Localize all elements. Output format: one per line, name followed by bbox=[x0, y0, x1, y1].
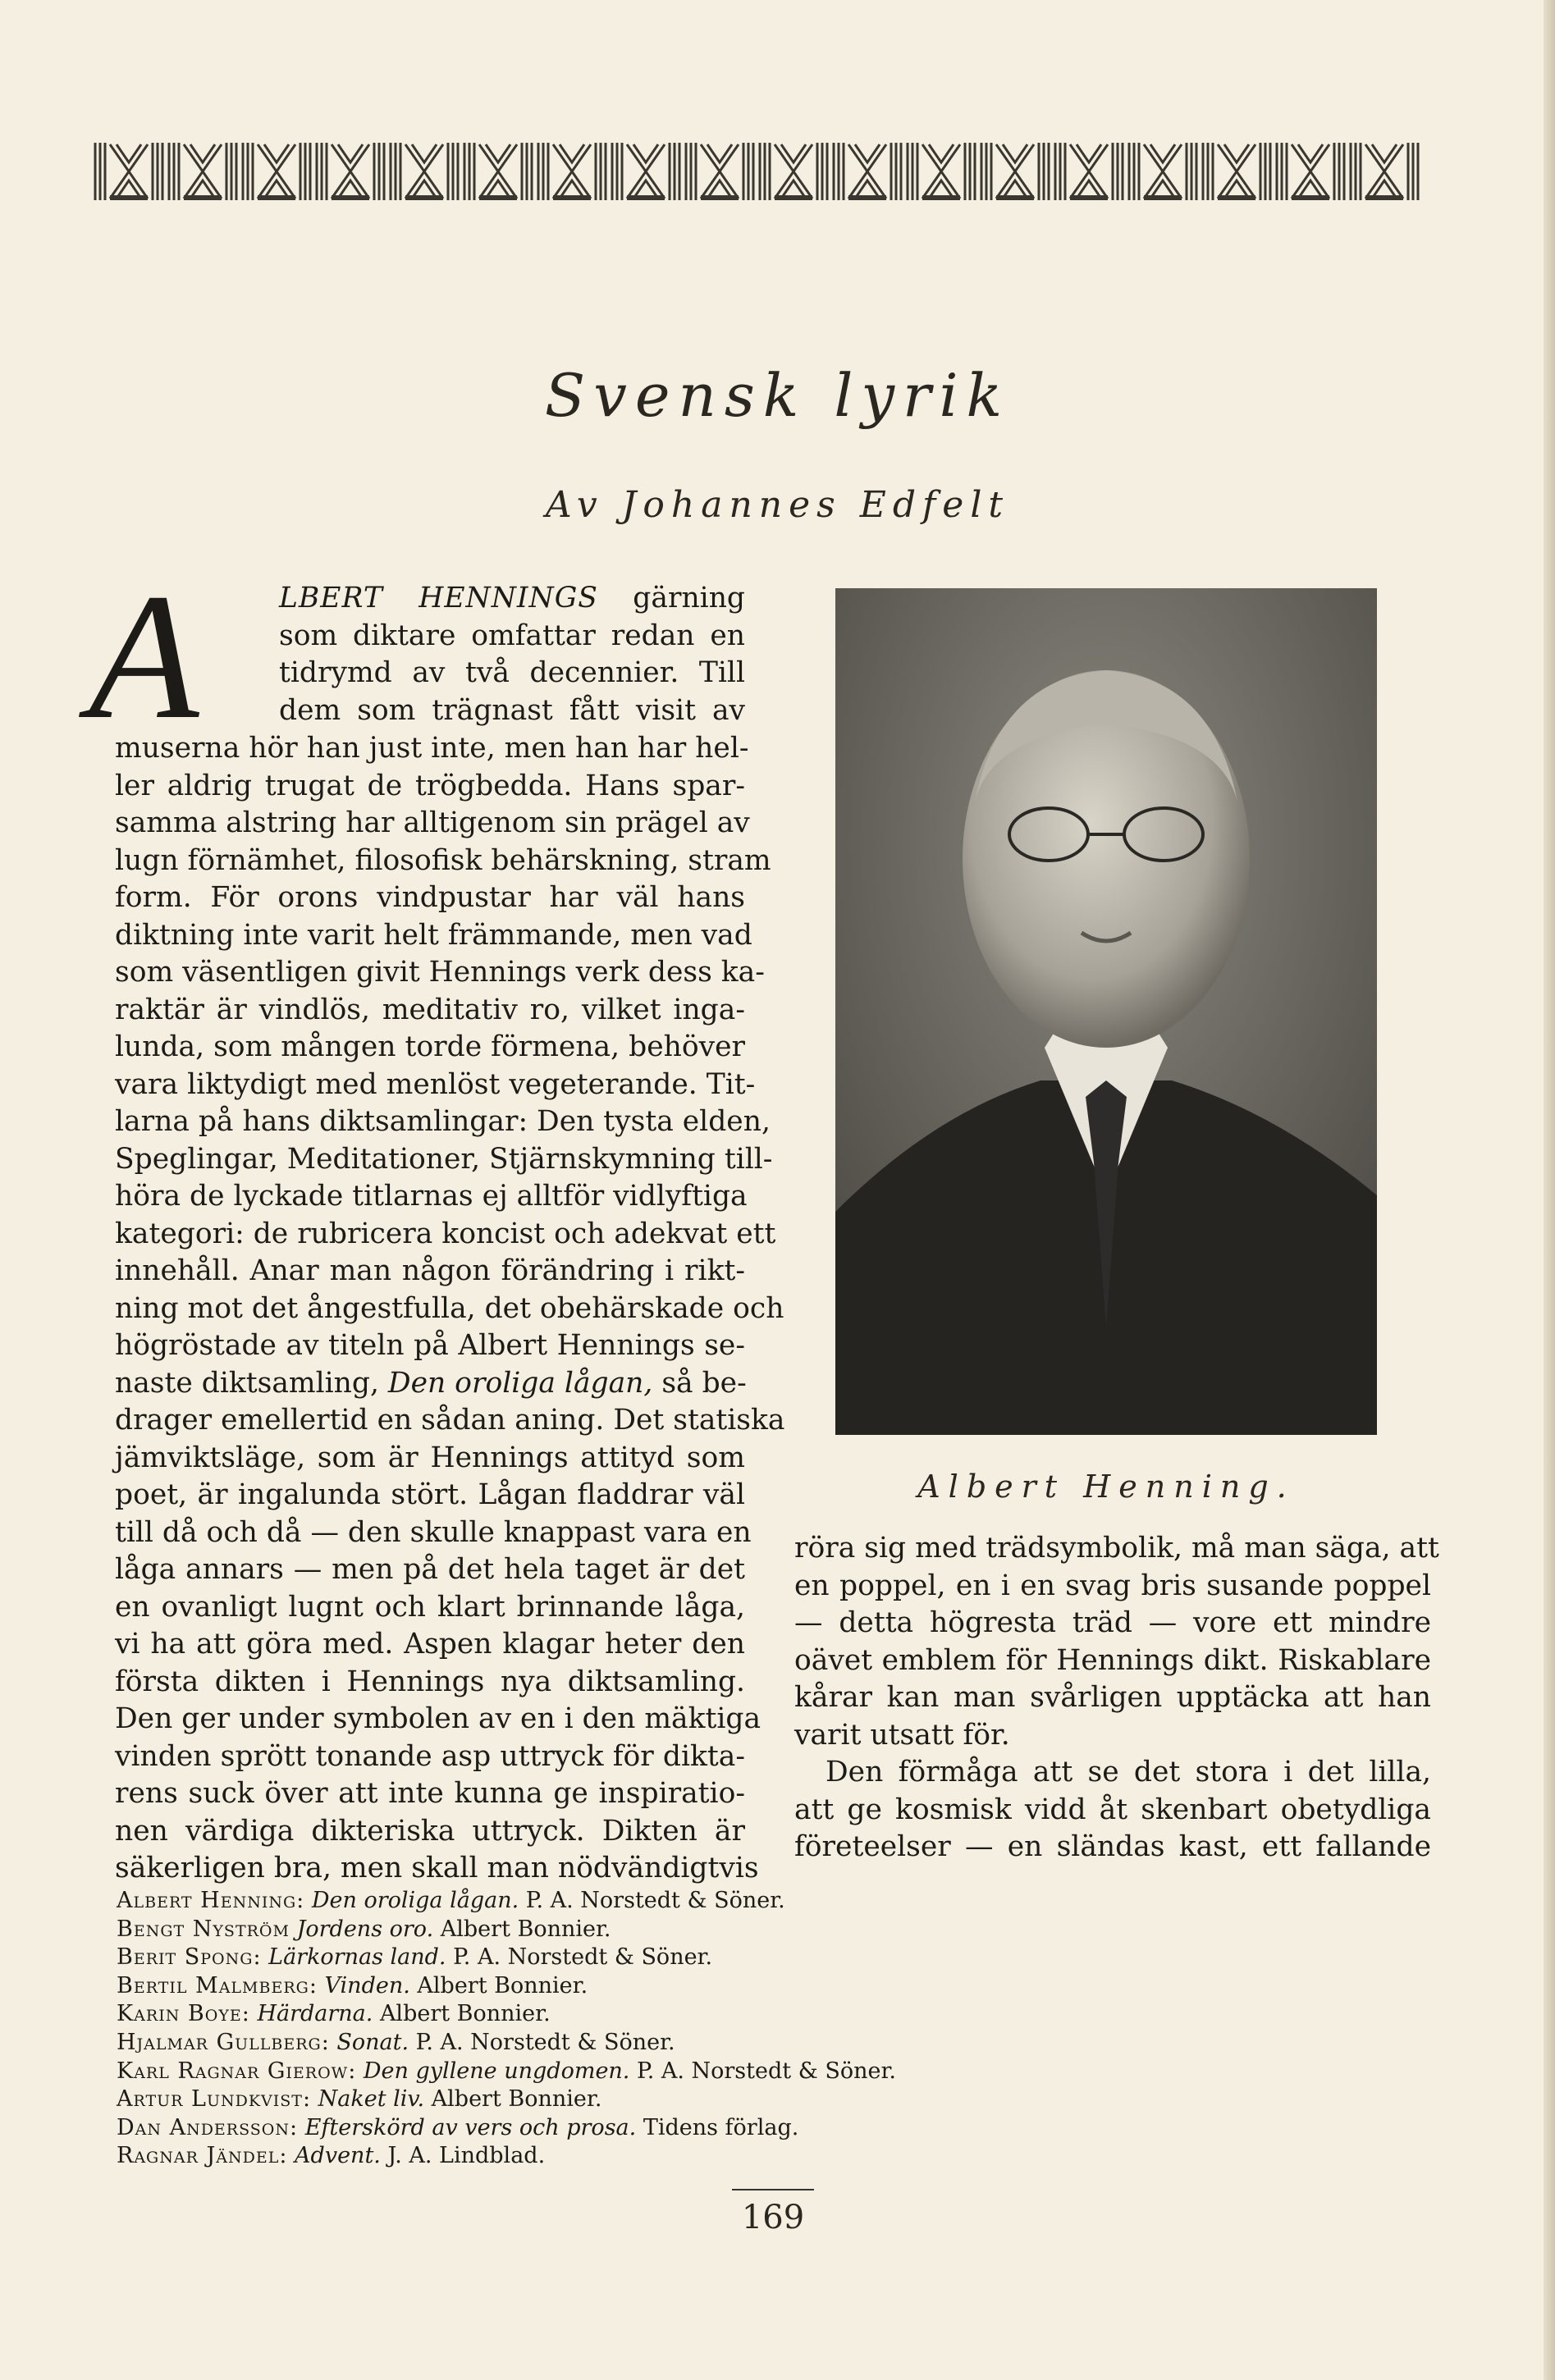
text-line: som väsentligen givit Hennings verk dess ka- bbox=[115, 956, 765, 989]
entry-title: Vinden. bbox=[324, 1972, 410, 1999]
decorative-border-ornament bbox=[92, 139, 1421, 203]
text-line: dem som trägnast fått visit av bbox=[279, 693, 745, 727]
text-line: ler aldrig trugat de trögbedda. Hans spar- bbox=[115, 769, 745, 802]
entry-publisher: Albert Bonnier. bbox=[417, 1972, 588, 1999]
text-line: samma alstring har alltigenom sin prägel av bbox=[115, 806, 750, 839]
entry-publisher: P. A. Norstedt & Söner. bbox=[453, 1944, 713, 1971]
text-line: vara liktydigt med menlöst vegeterande. Tit- bbox=[115, 1067, 756, 1101]
portrait-illustration bbox=[835, 588, 1377, 1435]
text-line: en ovanligt lugnt och klart brinnande låga, bbox=[115, 1590, 745, 1624]
text-line: företeelser — en sländas kast, ett fallande bbox=[794, 1830, 1431, 1863]
text-line: lugn förnämhet, filosofisk behärskning, stram bbox=[115, 843, 771, 877]
text-line: varit utsatt för. bbox=[794, 1718, 1010, 1752]
entry-author: Bertil Malmberg: bbox=[117, 1972, 318, 1999]
article-title: Svensk lyrik bbox=[544, 361, 1011, 430]
text-line: rens suck över att inte kunna ge inspiratio- bbox=[115, 1777, 745, 1810]
text-line: högröstade av titeln på Albert Hennings se- bbox=[115, 1329, 745, 1362]
bibliography-entry bbox=[117, 1972, 1183, 2001]
bibliography-entry bbox=[117, 2029, 1183, 2058]
text-line: innehåll. Anar man någon förändring i rikt- bbox=[115, 1254, 745, 1287]
entry-title: Efterskörd av vers och prosa. bbox=[304, 2114, 637, 2140]
entry-author: Artur Lundkvist: bbox=[117, 2086, 312, 2113]
entry-author: Bengt Nyström bbox=[117, 1916, 290, 1942]
text-line: Den ger under symbolen av en i den mäktiga bbox=[115, 1702, 761, 1735]
bibliography-entry bbox=[117, 2085, 1183, 2114]
bibliography-entry bbox=[117, 1916, 1183, 1944]
first-line-name: LBERT HENNINGS bbox=[279, 582, 598, 614]
text-line: larna på hans diktsamlingar: Den tysta elden, bbox=[115, 1105, 771, 1138]
text-line: lunda, som mången torde förmena, behöver bbox=[115, 1030, 745, 1063]
text-line: jämviktsläge, som är Hennings attityd som bbox=[115, 1441, 745, 1474]
text-line: till då och då — den skulle knappast vara en bbox=[115, 1515, 752, 1549]
text-fragment: så be- bbox=[652, 1366, 747, 1400]
text-line: form. För orons vindpustar har väl hans bbox=[115, 881, 745, 914]
entry-publisher: J. A. Lindblad. bbox=[387, 2143, 546, 2169]
entry-author: Hjalmar Gullberg: bbox=[117, 2029, 330, 2055]
first-line-end: gärning bbox=[633, 582, 745, 614]
text-line: kategori: de rubricera koncist och adekvat ett bbox=[115, 1217, 776, 1250]
entry-title: Lärkornas land. bbox=[268, 1944, 446, 1971]
entry-title: Jordens oro. bbox=[296, 1916, 434, 1942]
bibliography-list bbox=[117, 1887, 1183, 2171]
entry-publisher: Albert Bonnier. bbox=[379, 2001, 551, 2027]
text-line: oävet emblem för Hennings dikt. Riskablare bbox=[794, 1643, 1431, 1677]
text-fragment: naste diktsamling, bbox=[115, 1366, 388, 1400]
page-number: 169 bbox=[741, 2199, 805, 2236]
entry-author: Karl Ragnar Gierow: bbox=[117, 2058, 357, 2084]
entry-author: Albert Henning: bbox=[117, 1888, 305, 1913]
bibliography-entry bbox=[117, 1887, 1183, 1916]
text-line: Den förmåga att se det stora i det lilla, bbox=[826, 1756, 1431, 1788]
entry-publisher: Albert Bonnier. bbox=[431, 2086, 602, 2113]
intro-text bbox=[279, 580, 745, 729]
text-line: ning mot det ångestfulla, det obehärskade och bbox=[115, 1291, 784, 1325]
text-line: röra sig med trädsymbolik, må man säga, att bbox=[794, 1532, 1439, 1565]
text-line: poet, är ingalunda stört. Lågan fladdrar väl bbox=[115, 1478, 745, 1511]
text-line: att ge kosmisk vidd åt skenbart obetydliga bbox=[794, 1793, 1431, 1826]
left-column bbox=[115, 730, 785, 1888]
entry-title: Härdarna. bbox=[257, 2001, 373, 2027]
text-line: första dikten i Hennings nya diktsamling. bbox=[115, 1665, 745, 1698]
right-column bbox=[794, 1530, 1439, 1866]
book-title: Den oroliga lågan, bbox=[387, 1366, 653, 1400]
text-line: vinden sprött tonande asp uttryck för dikta- bbox=[115, 1739, 745, 1773]
page-number-rule bbox=[732, 2189, 814, 2190]
entry-title: Den oroliga lågan. bbox=[311, 1888, 519, 1913]
text-line: säkerligen bra, men skall man nödvändigtvis bbox=[115, 1852, 759, 1884]
text-line: tidrymd av två decennier. Till bbox=[279, 656, 745, 689]
text-line-with-title bbox=[115, 1365, 745, 1403]
entry-author: Berit Spong: bbox=[117, 1944, 262, 1971]
page-edge bbox=[1544, 0, 1555, 2380]
text-line: drager emellertid en sådan aning. Det statiska bbox=[115, 1404, 785, 1437]
entry-publisher: P. A. Norstedt & Söner. bbox=[637, 2058, 896, 2084]
entry-author: Karin Boye: bbox=[117, 2001, 250, 2027]
text-line: diktning inte varit helt främmande, men vad bbox=[115, 918, 752, 952]
text-line: raktär är vindlös, meditativ ro, vilket inga- bbox=[115, 993, 745, 1026]
drop-cap: A bbox=[89, 556, 199, 756]
text-line: låga annars — men på det hela taget är det bbox=[115, 1553, 745, 1586]
entry-publisher: P. A. Norstedt & Söner. bbox=[415, 2029, 675, 2055]
text-line: muserna hör han just inte, men han har hel- bbox=[115, 732, 749, 765]
entry-title: Naket liv. bbox=[318, 2086, 425, 2113]
entry-author: Ragnar Jändel: bbox=[117, 2143, 288, 2169]
entry-publisher: P. A. Norstedt & Söner. bbox=[525, 1888, 785, 1913]
bibliography-entry bbox=[117, 2142, 1183, 2171]
bibliography-entry bbox=[117, 1944, 1183, 1972]
text-line: höra de lyckade titlarnas ej alltför vidlyftiga bbox=[115, 1180, 748, 1213]
text-line: som diktare omfattar redan en bbox=[279, 619, 745, 652]
entry-title: Sonat. bbox=[336, 2029, 409, 2055]
text-line: nen värdiga dikteriska uttryck. Dikten är bbox=[115, 1814, 745, 1848]
bibliography-entry bbox=[117, 2058, 1183, 2086]
photo-caption: Albert Henning. bbox=[917, 1469, 1295, 1505]
text-line: kårar kan man svårligen upptäcka att han bbox=[794, 1681, 1431, 1714]
bibliography-entry bbox=[117, 2000, 1183, 2029]
entry-title: Den gyllene ungdomen. bbox=[363, 2058, 630, 2084]
text-line: — detta högresta träd — vore ett mindre bbox=[794, 1606, 1431, 1639]
text-line: en poppel, en i en svag bris susande poppel bbox=[794, 1569, 1431, 1602]
entry-author: Dan Andersson: bbox=[117, 2114, 299, 2140]
text-line: vi ha att göra med. Aspen klagar heter den bbox=[115, 1628, 745, 1661]
entry-publisher: Albert Bonnier. bbox=[440, 1916, 611, 1942]
first-line bbox=[279, 580, 745, 618]
bibliography-entry bbox=[117, 2114, 1183, 2143]
author-portrait-photo bbox=[835, 588, 1377, 1435]
entry-title: Advent. bbox=[295, 2143, 381, 2169]
entry-publisher: Tidens förlag. bbox=[643, 2114, 799, 2140]
article-byline: Av Johannes Edfelt bbox=[545, 484, 1010, 526]
text-line: Speglingar, Meditationer, Stjärnskymning till- bbox=[115, 1142, 773, 1176]
